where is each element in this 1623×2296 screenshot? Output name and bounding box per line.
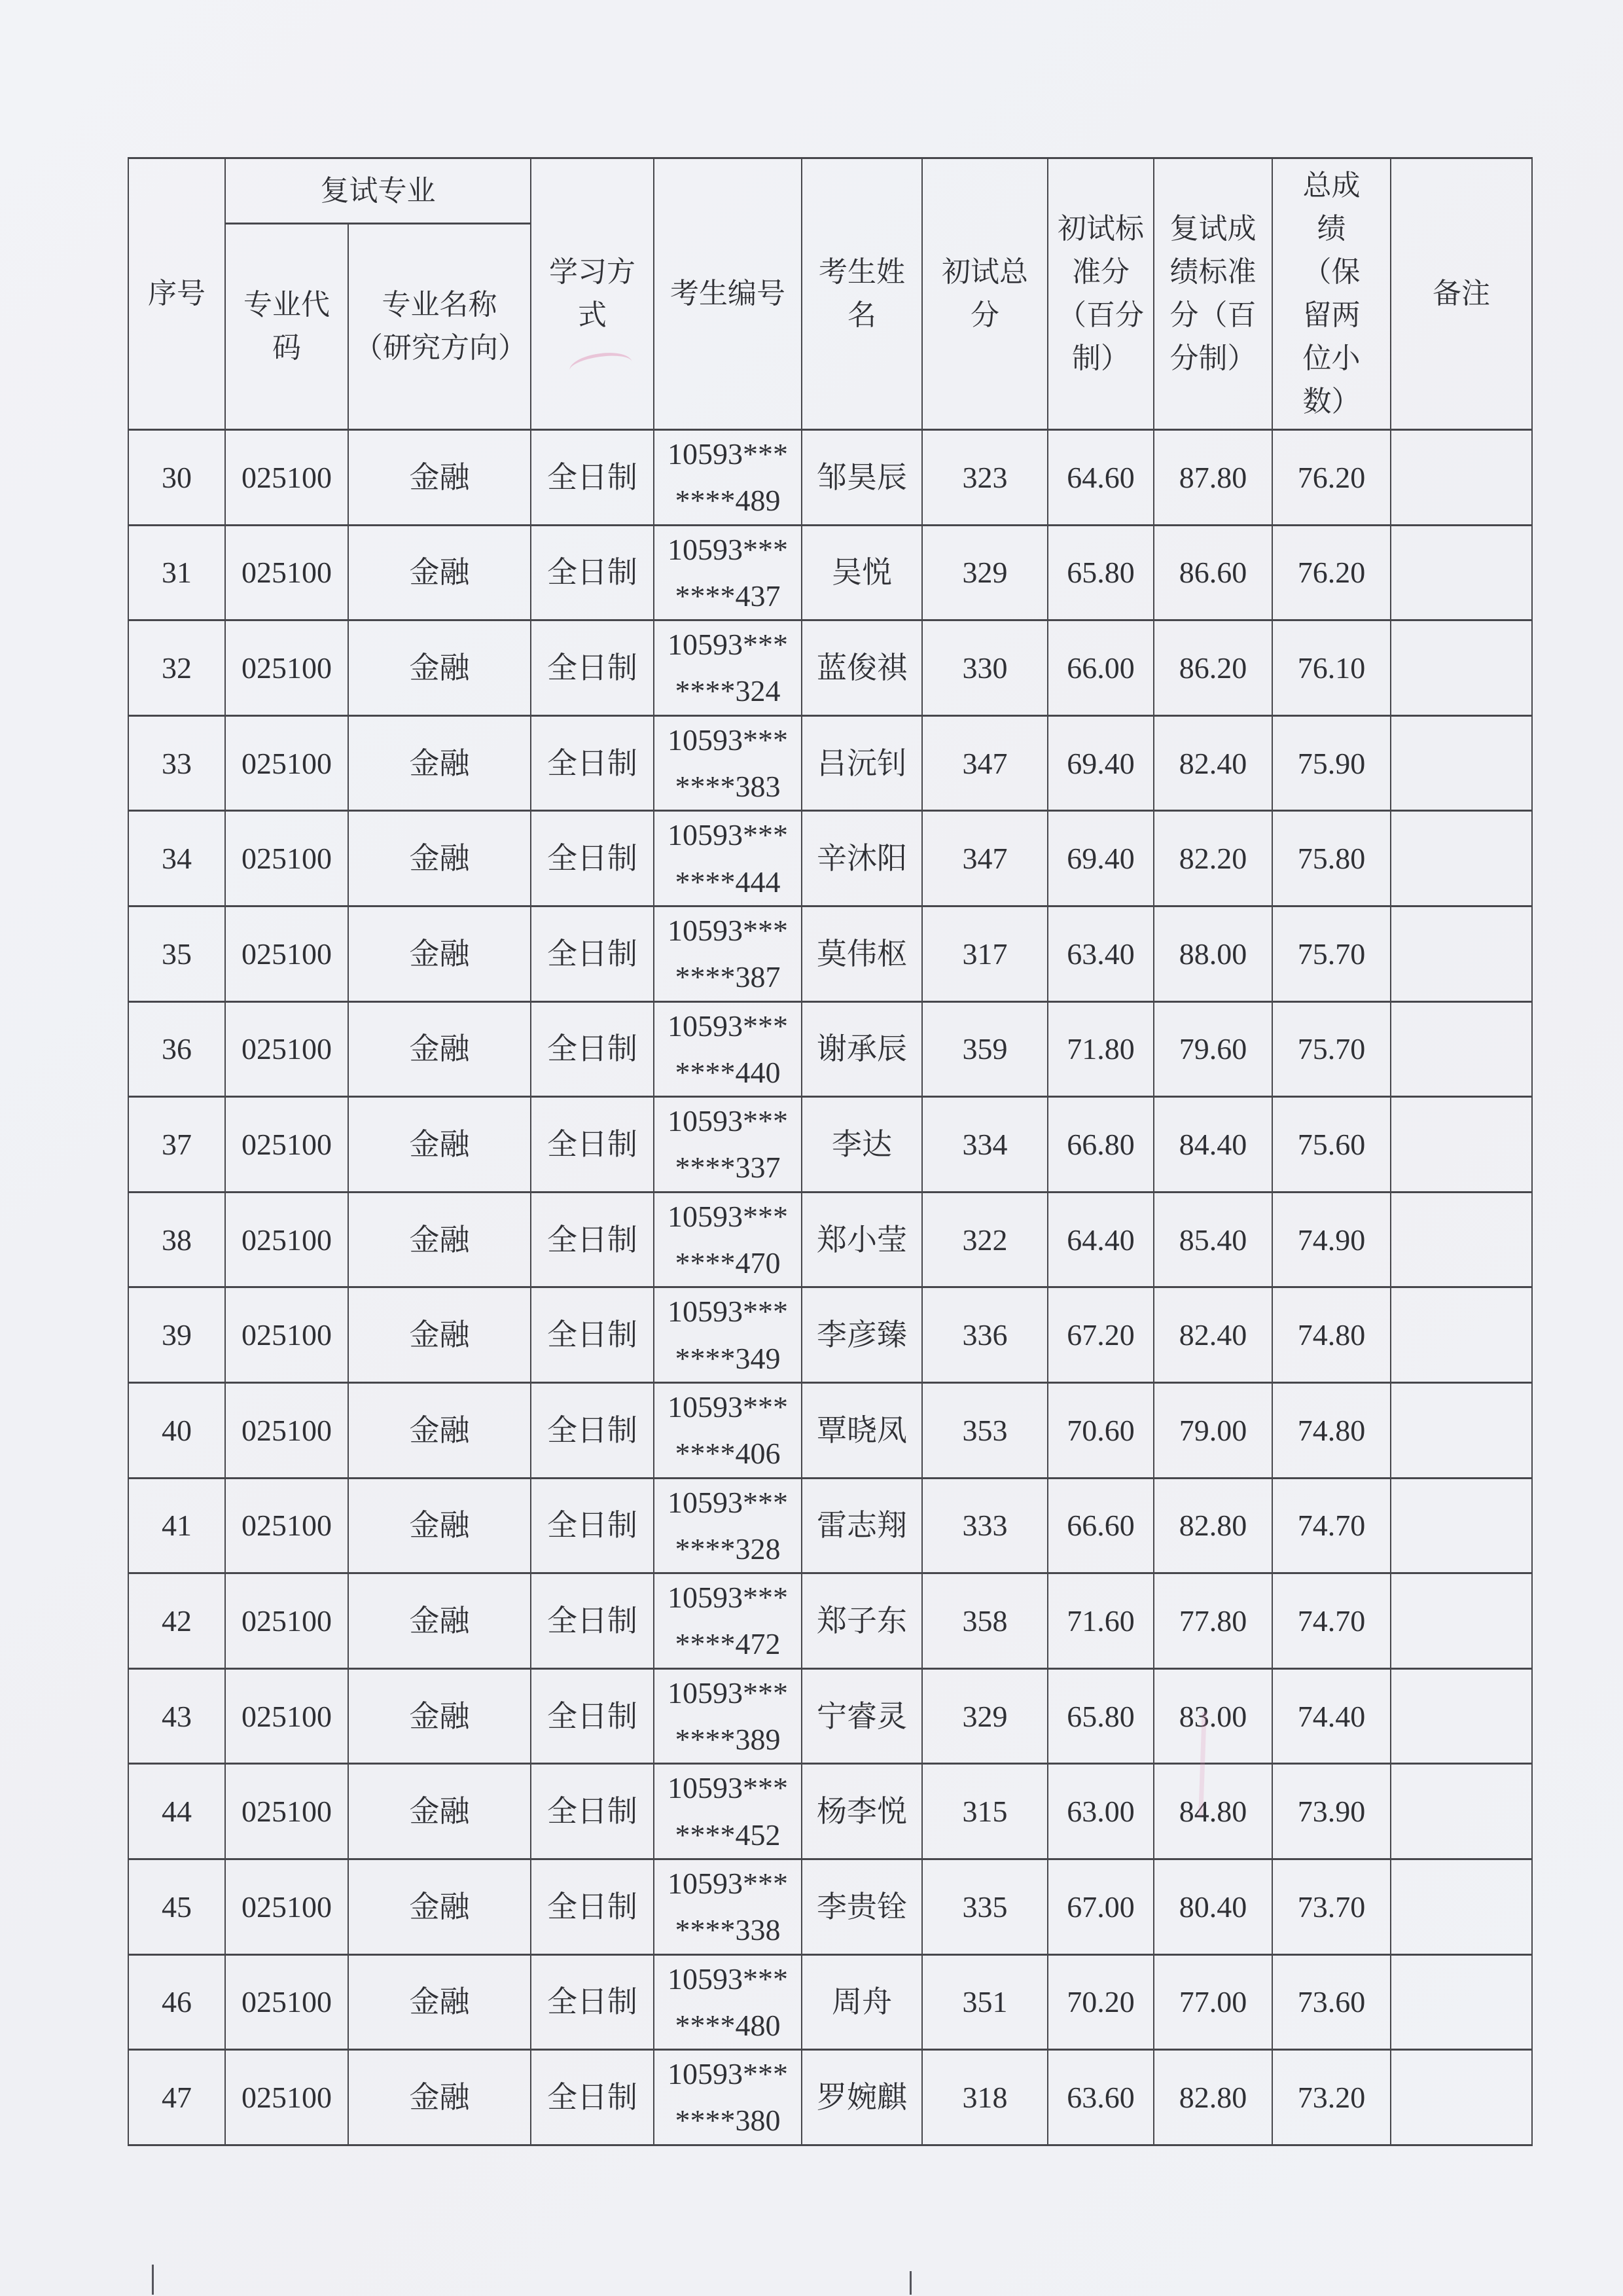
cell-candidate-name: 郑小莹 [802, 1192, 922, 1287]
cell-retest-std: 86.20 [1154, 620, 1272, 716]
cell-candidate-no [654, 1478, 802, 1573]
cell-initial-std: 71.80 [1048, 1001, 1154, 1097]
cell-candidate-no [654, 1287, 802, 1383]
cell-major-name: 金融 [348, 906, 531, 1001]
table-body [128, 430, 1532, 2145]
table-row [128, 1192, 1532, 1287]
cell-study-mode: 全日制 [531, 1573, 654, 1669]
cell-seq: 36 [128, 1001, 225, 1097]
cell-final-score: 76.10 [1272, 620, 1391, 716]
cell-seq: 44 [128, 1764, 225, 1859]
scan-tick-mark-left [152, 2265, 154, 2295]
cell-candidate-name: 辛沐阳 [802, 811, 922, 906]
cell-study-mode: 全日制 [531, 2050, 654, 2145]
cell-final-score: 73.60 [1272, 1954, 1391, 2050]
cell-seq: 42 [128, 1573, 225, 1669]
header-retest-std: 复试成绩标准分（百分制） [1154, 158, 1272, 430]
cell-final-score: 75.90 [1272, 715, 1391, 811]
candidate-no-line1: 10593*** [668, 1962, 788, 1996]
cell-study-mode: 全日制 [531, 1764, 654, 1859]
cell-remark [1391, 1097, 1532, 1193]
cell-major-code: 025100 [225, 1764, 348, 1859]
cell-study-mode: 全日制 [531, 906, 654, 1001]
header-initial-total: 初试总分 [922, 158, 1048, 430]
table-row [128, 2050, 1532, 2145]
table-row [128, 1287, 1532, 1383]
candidate-no-line2: ****338 [675, 1913, 781, 1947]
candidate-no-line1: 10593*** [668, 1581, 788, 1615]
cell-initial-std: 67.20 [1048, 1287, 1154, 1383]
cell-final-score: 73.70 [1272, 1859, 1391, 1954]
candidate-no-line2: ****349 [675, 1341, 781, 1375]
cell-candidate-no [654, 620, 802, 716]
cell-initial-total: 351 [922, 1954, 1048, 2050]
candidate-no-line1: 10593*** [668, 1104, 788, 1138]
cell-seq: 46 [128, 1954, 225, 2050]
table-header [128, 158, 1532, 430]
cell-initial-total: 330 [922, 620, 1048, 716]
candidate-no-line2: ****470 [675, 1246, 781, 1280]
candidate-no-line1: 10593*** [668, 1676, 788, 1710]
cell-major-name: 金融 [348, 1573, 531, 1669]
candidate-no-line1: 10593*** [668, 1199, 788, 1233]
cell-major-name: 金融 [348, 525, 531, 620]
cell-study-mode: 全日制 [531, 525, 654, 620]
header-initial-std: 初试标准分（百分制） [1048, 158, 1154, 430]
cell-final-score: 74.40 [1272, 1668, 1391, 1764]
cell-remark [1391, 525, 1532, 620]
cell-candidate-name: 邹昊辰 [802, 430, 922, 526]
cell-study-mode: 全日制 [531, 1668, 654, 1764]
cell-study-mode: 全日制 [531, 1097, 654, 1193]
cell-candidate-no [654, 1573, 802, 1669]
candidate-no-line1: 10593*** [668, 723, 788, 757]
candidate-no-line2: ****380 [675, 2104, 781, 2138]
cell-initial-total: 335 [922, 1859, 1048, 1954]
candidate-no-line1: 10593*** [668, 913, 788, 947]
cell-major-name: 金融 [348, 1668, 531, 1764]
cell-initial-std: 64.40 [1048, 1192, 1154, 1287]
cell-seq: 43 [128, 1668, 225, 1764]
cell-retest-std: 79.60 [1154, 1001, 1272, 1097]
header-retest-major-group: 复试专业 [225, 158, 531, 224]
cell-major-name: 金融 [348, 1954, 531, 2050]
cell-seq: 33 [128, 715, 225, 811]
cell-major-code: 025100 [225, 430, 348, 526]
cell-candidate-name: 吕沅钊 [802, 715, 922, 811]
table-row [128, 1478, 1532, 1573]
cell-candidate-no [654, 715, 802, 811]
cell-remark [1391, 715, 1532, 811]
header-final-score: 总成绩（保留两位小数） [1272, 158, 1391, 430]
cell-candidate-no [654, 1859, 802, 1954]
cell-seq: 37 [128, 1097, 225, 1193]
cell-remark [1391, 906, 1532, 1001]
cell-seq: 45 [128, 1859, 225, 1954]
cell-remark [1391, 811, 1532, 906]
candidate-no-line1: 10593*** [668, 818, 788, 852]
cell-retest-std: 82.20 [1154, 811, 1272, 906]
cell-major-code: 025100 [225, 525, 348, 620]
candidate-no-line2: ****444 [675, 865, 781, 899]
table-row [128, 1668, 1532, 1764]
cell-initial-total: 323 [922, 430, 1048, 526]
cell-major-name: 金融 [348, 430, 531, 526]
cell-remark [1391, 620, 1532, 716]
candidate-no-line1: 10593*** [668, 1390, 788, 1424]
candidate-no-line2: ****489 [675, 484, 781, 518]
cell-initial-total: 318 [922, 2050, 1048, 2145]
cell-major-code: 025100 [225, 1859, 348, 1954]
table-row [128, 1382, 1532, 1478]
cell-major-name: 金融 [348, 1192, 531, 1287]
cell-final-score: 74.70 [1272, 1478, 1391, 1573]
header-major-name: 专业名称（研究方向） [348, 224, 531, 430]
cell-major-code: 025100 [225, 2050, 348, 2145]
cell-major-name: 金融 [348, 811, 531, 906]
cell-candidate-name: 雷志翔 [802, 1478, 922, 1573]
candidate-no-line1: 10593*** [668, 532, 788, 566]
candidate-no-line2: ****480 [675, 2008, 781, 2042]
candidate-no-line1: 10593*** [668, 1009, 788, 1043]
cell-remark [1391, 1192, 1532, 1287]
cell-initial-std: 65.80 [1048, 525, 1154, 620]
cell-candidate-no [654, 906, 802, 1001]
cell-initial-std: 63.00 [1048, 1764, 1154, 1859]
cell-final-score: 75.80 [1272, 811, 1391, 906]
cell-final-score: 75.70 [1272, 906, 1391, 1001]
cell-initial-total: 359 [922, 1001, 1048, 1097]
cell-initial-std: 64.60 [1048, 430, 1154, 526]
cell-initial-std: 67.00 [1048, 1859, 1154, 1954]
cell-study-mode: 全日制 [531, 1287, 654, 1383]
cell-candidate-name: 李贵铨 [802, 1859, 922, 1954]
cell-study-mode: 全日制 [531, 620, 654, 716]
candidate-no-line2: ****387 [675, 960, 781, 994]
cell-major-name: 金融 [348, 1001, 531, 1097]
cell-candidate-name: 宁睿灵 [802, 1668, 922, 1764]
cell-retest-std: 83.00 [1154, 1668, 1272, 1764]
cell-seq: 32 [128, 620, 225, 716]
cell-major-code: 025100 [225, 1954, 348, 2050]
candidate-no-line1: 10593*** [668, 1866, 788, 1900]
cell-candidate-no [654, 430, 802, 526]
cell-initial-std: 69.40 [1048, 715, 1154, 811]
header-candidate-name: 考生姓名 [802, 158, 922, 430]
cell-initial-total: 329 [922, 525, 1048, 620]
cell-retest-std: 87.80 [1154, 430, 1272, 526]
cell-initial-std: 70.60 [1048, 1382, 1154, 1478]
cell-final-score: 75.60 [1272, 1097, 1391, 1193]
table-row [128, 1954, 1532, 2050]
cell-seq: 38 [128, 1192, 225, 1287]
cell-seq: 47 [128, 2050, 225, 2145]
cell-initial-std: 65.80 [1048, 1668, 1154, 1764]
cell-remark [1391, 1382, 1532, 1478]
table-row [128, 1573, 1532, 1669]
cell-initial-total: 347 [922, 811, 1048, 906]
cell-final-score: 76.20 [1272, 525, 1391, 620]
table-row [128, 1859, 1532, 1954]
cell-final-score: 76.20 [1272, 430, 1391, 526]
cell-retest-std: 84.80 [1154, 1764, 1272, 1859]
candidate-no-line1: 10593*** [668, 1771, 788, 1805]
cell-candidate-no [654, 1001, 802, 1097]
cell-major-code: 025100 [225, 1097, 348, 1193]
retest-score-table [128, 157, 1533, 2146]
cell-candidate-name: 罗婉麒 [802, 2050, 922, 2145]
cell-candidate-name: 莫伟枢 [802, 906, 922, 1001]
cell-candidate-no [654, 2050, 802, 2145]
table-row [128, 525, 1532, 620]
cell-initial-std: 69.40 [1048, 811, 1154, 906]
cell-major-name: 金融 [348, 1097, 531, 1193]
table-row [128, 811, 1532, 906]
candidate-no-line2: ****328 [675, 1532, 781, 1566]
cell-major-code: 025100 [225, 620, 348, 716]
cell-study-mode: 全日制 [531, 1954, 654, 2050]
scan-tick-mark-middle [910, 2271, 912, 2295]
candidate-no-line2: ****389 [675, 1723, 781, 1757]
cell-seq: 35 [128, 906, 225, 1001]
cell-final-score: 75.70 [1272, 1001, 1391, 1097]
cell-study-mode: 全日制 [531, 1382, 654, 1478]
candidate-no-line1: 10593*** [668, 628, 788, 662]
cell-study-mode: 全日制 [531, 1859, 654, 1954]
cell-seq: 34 [128, 811, 225, 906]
cell-candidate-name: 李彦臻 [802, 1287, 922, 1383]
cell-major-code: 025100 [225, 1287, 348, 1383]
candidate-no-line2: ****440 [675, 1055, 781, 1089]
cell-retest-std: 88.00 [1154, 906, 1272, 1001]
cell-remark [1391, 1764, 1532, 1859]
cell-initial-total: 329 [922, 1668, 1048, 1764]
candidate-no-line1: 10593*** [668, 1295, 788, 1329]
cell-major-name: 金融 [348, 1382, 531, 1478]
cell-retest-std: 77.00 [1154, 1954, 1272, 2050]
cell-candidate-no [654, 1192, 802, 1287]
cell-major-code: 025100 [225, 1192, 348, 1287]
cell-candidate-no [654, 525, 802, 620]
header-candidate-no: 考生编号 [654, 158, 802, 430]
cell-major-code: 025100 [225, 1382, 348, 1478]
cell-initial-total: 358 [922, 1573, 1048, 1669]
cell-final-score: 73.20 [1272, 2050, 1391, 2145]
cell-candidate-no [654, 1764, 802, 1859]
cell-initial-std: 66.00 [1048, 620, 1154, 716]
cell-remark [1391, 1478, 1532, 1573]
cell-initial-std: 63.60 [1048, 2050, 1154, 2145]
cell-major-name: 金融 [348, 2050, 531, 2145]
cell-remark [1391, 1001, 1532, 1097]
cell-final-score: 74.80 [1272, 1382, 1391, 1478]
cell-major-code: 025100 [225, 1668, 348, 1764]
cell-initial-total: 322 [922, 1192, 1048, 1287]
cell-initial-total: 315 [922, 1764, 1048, 1859]
cell-major-code: 025100 [225, 715, 348, 811]
cell-candidate-name: 谢承辰 [802, 1001, 922, 1097]
cell-final-score: 73.90 [1272, 1764, 1391, 1859]
table-row [128, 430, 1532, 526]
cell-seq: 31 [128, 525, 225, 620]
cell-major-code: 025100 [225, 906, 348, 1001]
candidate-no-line2: ****472 [675, 1627, 781, 1661]
cell-remark [1391, 2050, 1532, 2145]
cell-major-name: 金融 [348, 1478, 531, 1573]
cell-initial-std: 66.80 [1048, 1097, 1154, 1193]
cell-candidate-name: 吴悦 [802, 525, 922, 620]
cell-study-mode: 全日制 [531, 715, 654, 811]
cell-study-mode: 全日制 [531, 811, 654, 906]
cell-candidate-name: 周舟 [802, 1954, 922, 2050]
cell-major-code: 025100 [225, 1001, 348, 1097]
candidate-no-line1: 10593*** [668, 437, 788, 471]
cell-retest-std: 82.40 [1154, 1287, 1272, 1383]
table-row [128, 1764, 1532, 1859]
cell-study-mode: 全日制 [531, 1478, 654, 1573]
cell-retest-std: 82.80 [1154, 1478, 1272, 1573]
table-row [128, 715, 1532, 811]
candidate-no-line2: ****452 [675, 1818, 781, 1852]
table-row [128, 1097, 1532, 1193]
cell-initial-total: 333 [922, 1478, 1048, 1573]
cell-candidate-name: 覃晓凤 [802, 1382, 922, 1478]
cell-remark [1391, 1287, 1532, 1383]
candidate-no-line1: 10593*** [668, 1485, 788, 1519]
cell-candidate-name: 李达 [802, 1097, 922, 1193]
cell-candidate-name: 郑子东 [802, 1573, 922, 1669]
header-seq: 序号 [128, 158, 225, 430]
cell-remark [1391, 1668, 1532, 1764]
cell-initial-std: 63.40 [1048, 906, 1154, 1001]
header-remark: 备注 [1391, 158, 1532, 430]
cell-study-mode: 全日制 [531, 1001, 654, 1097]
cell-study-mode: 全日制 [531, 1192, 654, 1287]
cell-retest-std: 77.80 [1154, 1573, 1272, 1669]
cell-initial-total: 336 [922, 1287, 1048, 1383]
cell-seq: 40 [128, 1382, 225, 1478]
table-row [128, 906, 1532, 1001]
cell-remark [1391, 1859, 1532, 1954]
header-study-mode: 学习方式 [531, 158, 654, 430]
candidate-no-line2: ****324 [675, 674, 781, 708]
candidate-no-line2: ****437 [675, 579, 781, 613]
candidate-no-line2: ****337 [675, 1151, 781, 1185]
cell-candidate-no [654, 1668, 802, 1764]
cell-retest-std: 79.00 [1154, 1382, 1272, 1478]
cell-candidate-no [654, 811, 802, 906]
cell-retest-std: 82.80 [1154, 2050, 1272, 2145]
candidate-no-line1: 10593*** [668, 2057, 788, 2091]
cell-candidate-name: 蓝俊祺 [802, 620, 922, 716]
cell-major-name: 金融 [348, 1287, 531, 1383]
candidate-no-line2: ****406 [675, 1437, 781, 1471]
cell-retest-std: 80.40 [1154, 1859, 1272, 1954]
cell-remark [1391, 1954, 1532, 2050]
cell-retest-std: 85.40 [1154, 1192, 1272, 1287]
cell-retest-std: 86.60 [1154, 525, 1272, 620]
cell-major-name: 金融 [348, 1764, 531, 1859]
cell-final-score: 74.80 [1272, 1287, 1391, 1383]
cell-final-score: 74.90 [1272, 1192, 1391, 1287]
cell-initial-std: 70.20 [1048, 1954, 1154, 2050]
cell-initial-total: 334 [922, 1097, 1048, 1193]
cell-major-name: 金融 [348, 1859, 531, 1954]
table-row [128, 620, 1532, 716]
cell-retest-std: 82.40 [1154, 715, 1272, 811]
cell-final-score: 74.70 [1272, 1573, 1391, 1669]
cell-remark [1391, 430, 1532, 526]
cell-candidate-name: 杨李悦 [802, 1764, 922, 1859]
cell-retest-std: 84.40 [1154, 1097, 1272, 1193]
cell-seq: 30 [128, 430, 225, 526]
cell-initial-std: 66.60 [1048, 1478, 1154, 1573]
cell-initial-total: 353 [922, 1382, 1048, 1478]
cell-major-code: 025100 [225, 1573, 348, 1669]
cell-remark [1391, 1573, 1532, 1669]
cell-candidate-no [654, 1382, 802, 1478]
cell-initial-total: 347 [922, 715, 1048, 811]
candidate-no-line2: ****383 [675, 770, 781, 804]
cell-major-name: 金融 [348, 620, 531, 716]
cell-seq: 41 [128, 1478, 225, 1573]
cell-study-mode: 全日制 [531, 430, 654, 526]
header-major-code: 专业代码 [225, 224, 348, 430]
cell-candidate-no [654, 1097, 802, 1193]
cell-major-code: 025100 [225, 811, 348, 906]
cell-candidate-no [654, 1954, 802, 2050]
cell-initial-total: 317 [922, 906, 1048, 1001]
cell-major-code: 025100 [225, 1478, 348, 1573]
cell-initial-std: 71.60 [1048, 1573, 1154, 1669]
cell-major-name: 金融 [348, 715, 531, 811]
table-row [128, 1001, 1532, 1097]
cell-seq: 39 [128, 1287, 225, 1383]
